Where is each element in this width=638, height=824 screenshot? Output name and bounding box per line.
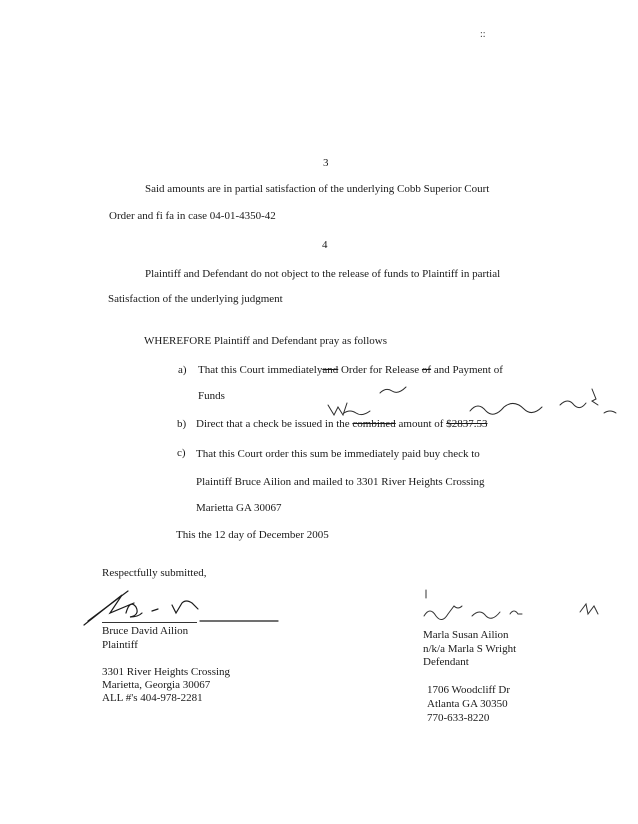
item-c-line-2: Plaintiff Bruce Ailion and mailed to 3301 River Heights Crossing xyxy=(196,476,485,488)
item-c-line-3: Marietta GA 30067 xyxy=(196,502,282,514)
corner-mark: :: xyxy=(480,29,486,40)
handwritten-annotation xyxy=(320,383,620,431)
paragraph-3-line-1: Said amounts are in partial satisfaction of the underlying Cobb Superior Court xyxy=(145,183,490,195)
item-c-line-1: That this Court order this sum be immediately paid buy check to xyxy=(196,448,480,460)
defendant-role: Defendant xyxy=(423,656,469,668)
date-line: This the 12 day of December 2005 xyxy=(176,529,329,541)
defendant-aka: n/k/a Marla S Wright xyxy=(423,643,517,655)
plaintiff-address-1: 3301 River Heights Crossing xyxy=(102,666,231,678)
section-number-4: 4 xyxy=(322,239,328,251)
item-b-struck-combined: combined xyxy=(352,418,396,430)
plaintiff-signature xyxy=(82,585,282,630)
item-a-text-1: That this Court immediately xyxy=(198,364,323,376)
plaintiff-role: Plaintiff xyxy=(102,639,138,651)
item-b-text-2: amount of xyxy=(398,418,444,430)
defendant-address-1: 1706 Woodcliff Dr xyxy=(427,684,511,696)
wherefore-clause: WHEREFORE Plaintiff and Defendant pray as follows xyxy=(144,335,387,347)
paragraph-3-line-2: Order and fi fa in case 04-01-4350-42 xyxy=(109,210,276,222)
paragraph-4-line-2: Satisfaction of the underlying judgment xyxy=(108,293,283,305)
item-a-struck-of: of xyxy=(421,364,432,376)
item-b-amount: $2837.53 xyxy=(446,418,488,430)
defendant-phone: 770-633-8220 xyxy=(427,712,490,724)
defendant-name: Marla Susan Ailion xyxy=(423,629,509,641)
item-a-marker: a) xyxy=(178,364,187,376)
item-b-marker: b) xyxy=(177,418,187,430)
item-b-text-1: Direct that a check be issued in the xyxy=(196,418,350,430)
item-a-text-3: and Payment of xyxy=(433,364,503,376)
defendant-signature xyxy=(420,588,610,628)
item-c-marker: c) xyxy=(177,447,186,459)
plaintiff-address-2: Marietta, Georgia 30067 xyxy=(102,679,211,691)
item-a-struck-and: and xyxy=(322,364,339,376)
plaintiff-signature-line xyxy=(102,622,197,623)
item-a-text-2: Order for Release xyxy=(340,364,420,376)
plaintiff-phone: ALL #'s 404-978-2281 xyxy=(102,692,203,704)
paragraph-4-line-1: Plaintiff and Defendant do not object to the release of funds to Plaintiff in partial xyxy=(145,268,501,280)
plaintiff-name: Bruce David Ailion xyxy=(102,625,189,637)
item-a-line-1 xyxy=(198,365,503,376)
respectfully-submitted: Respectfully submitted, xyxy=(102,567,207,579)
item-a-line-2: Funds xyxy=(198,390,225,402)
defendant-address-2: Atlanta GA 30350 xyxy=(427,698,508,710)
section-number-3: 3 xyxy=(323,157,329,169)
